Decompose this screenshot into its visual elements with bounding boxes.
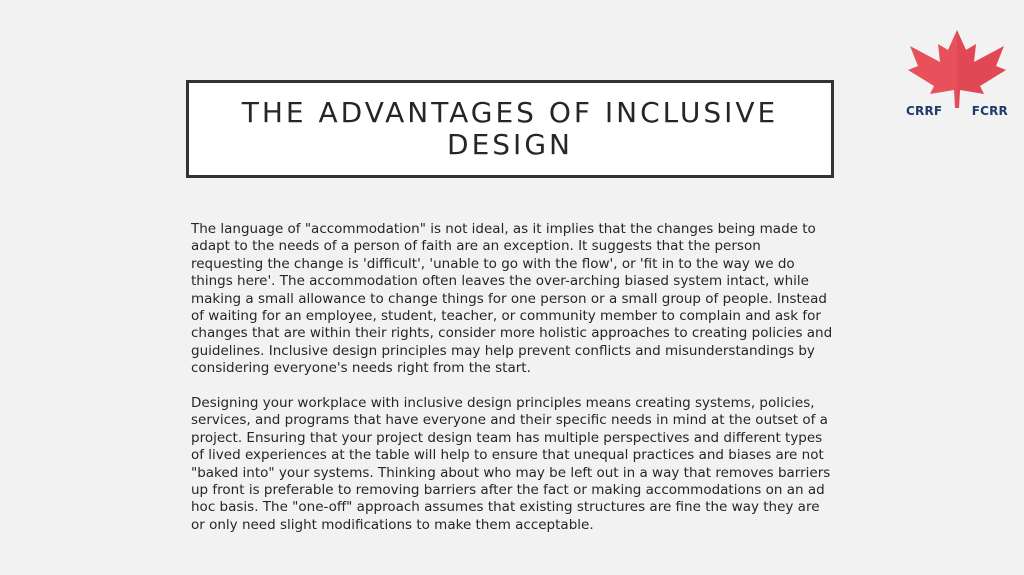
logo-text-fcrr: FCRR [971, 104, 1008, 118]
logo-text [906, 104, 1008, 118]
slide-title: THE ADVANTAGES OF INCLUSIVE DESIGN [241, 96, 779, 161]
crrf-logo [906, 28, 1008, 128]
logo-text-crrf: CRRF [906, 104, 943, 118]
title-box [186, 80, 834, 178]
maple-leaf-icon [906, 28, 1008, 108]
slide-body [191, 221, 835, 552]
body-paragraph-1: The language of "accommodation" is not ideal, as it implies that the changes being made to adapt to the needs of a person of faith are an exception. It suggests that the person requesting the change is 'difficult', 'unable to go with the flow', or 'fit in to the way we do things here'. The accommodation often leaves the over-arching biased system intact, while making a small allowance to change things for one person or a small group of people. Instead of waiting for an employee, student, teacher, or community member to complain and ask for changes that are within their rights, consider more holistic approaches to creating policies and guidelines. Inclusive design principles may help prevent conflicts and misunderstandings by considering everyone's needs right from the start. [191, 221, 833, 377]
body-paragraph-2: Designing your workplace with inclusive design principles means creating systems, policies, services, and programs that have everyone and their specific needs in mind at the outset of a project. Ensuring that your project design team has multiple perspectives and different types of lived experiences at the table will help to ensure that unequal practices and biases are not "baked into" your systems. Thinking about who may be left out in a way that removes barriers up front is preferable to removing barriers after the fact or making accommodations on an ad hoc basis. The "one-off" approach assumes that existing structures are fine the way they are or only need slight modifications to make them acceptable. [191, 395, 831, 533]
